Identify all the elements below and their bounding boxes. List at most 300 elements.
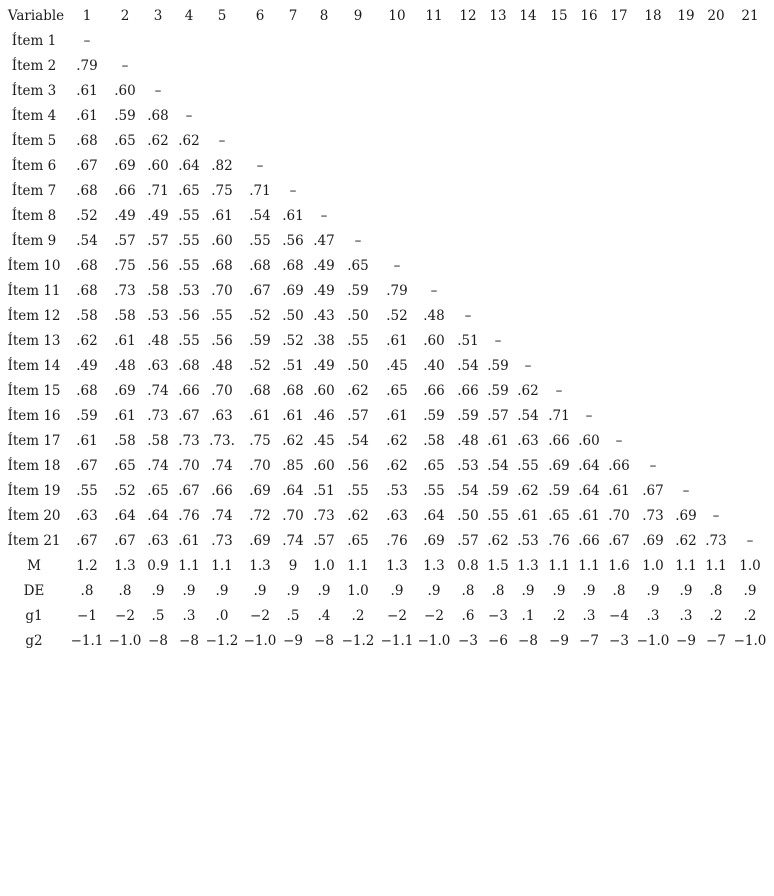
table-cell: .59: [114, 108, 136, 124]
table-cell: .61: [517, 508, 539, 524]
table-cell: .76: [178, 508, 200, 524]
table-cell: .68: [249, 258, 271, 274]
table-cell: .8: [461, 583, 475, 599]
table-cell: 1.0: [642, 558, 664, 574]
table-cell: .69: [114, 158, 136, 174]
table-cell: .59: [548, 483, 570, 499]
table-cell: .49: [313, 358, 335, 374]
table-cell: .65: [548, 508, 570, 524]
table-cell: –: [712, 508, 720, 524]
table-cell: .54: [347, 433, 369, 449]
table-cell: .62: [147, 133, 169, 149]
table-cell: .73.: [209, 433, 235, 449]
row-label: Ítem 3: [11, 83, 57, 99]
column-header-4: 4: [184, 8, 194, 24]
table-cell: .9: [253, 583, 267, 599]
table-cell: .70: [282, 508, 304, 524]
table-cell: .57: [313, 533, 335, 549]
table-cell: .54: [457, 483, 479, 499]
table-cell: .62: [487, 533, 509, 549]
table-cell: .73: [147, 408, 169, 424]
table-cell: .40: [423, 358, 445, 374]
table-cell: .59: [347, 283, 369, 299]
table-cell: .55: [487, 508, 509, 524]
table-cell: .2: [552, 608, 566, 624]
table-cell: .75: [114, 258, 136, 274]
table-cell: .6: [461, 608, 475, 624]
column-header-15: 15: [550, 8, 568, 24]
table-cell: −7: [706, 633, 726, 649]
table-cell: .54: [76, 233, 98, 249]
table-cell: 1.1: [548, 558, 570, 574]
table-cell: −8: [179, 633, 199, 649]
table-cell: .59: [423, 408, 445, 424]
table-cell: .3: [182, 608, 196, 624]
table-cell: .71: [249, 183, 271, 199]
table-cell: .76: [548, 533, 570, 549]
table-cell: −2: [424, 608, 444, 624]
table-cell: .59: [76, 408, 98, 424]
table-cell: 1.0: [313, 558, 335, 574]
table-cell: .49: [313, 283, 335, 299]
table-cell: .57: [487, 408, 509, 424]
table-cell: .69: [675, 508, 697, 524]
table-cell: .67: [76, 458, 98, 474]
table-cell: .57: [114, 233, 136, 249]
table-cell: .65: [147, 483, 169, 499]
table-cell: .5: [286, 608, 300, 624]
table-cell: 1.3: [517, 558, 539, 574]
table-cell: .60: [147, 158, 169, 174]
column-header-1: 1: [82, 8, 92, 24]
table-cell: .74: [282, 533, 304, 549]
table-cell: −8: [314, 633, 334, 649]
column-header-20: 20: [707, 8, 725, 24]
table-cell: 1.2: [76, 558, 98, 574]
table-cell: .8: [612, 583, 626, 599]
table-cell: .64: [114, 508, 136, 524]
table-cell: .48: [147, 333, 169, 349]
table-cell: .69: [249, 483, 271, 499]
table-cell: .73: [178, 433, 200, 449]
table-cell: .73: [705, 533, 727, 549]
table-cell: .61: [178, 533, 200, 549]
table-cell: .53: [147, 308, 169, 324]
table-cell: .58: [76, 308, 98, 324]
table-cell: .62: [347, 383, 369, 399]
table-cell: .58: [114, 308, 136, 324]
column-header-2: 2: [120, 8, 130, 24]
table-cell: −1.2: [205, 633, 239, 649]
table-cell: .8: [118, 583, 132, 599]
row-label: Ítem 15: [7, 383, 61, 399]
table-cell: .46: [313, 408, 335, 424]
table-cell: .68: [76, 383, 98, 399]
table-cell: .50: [347, 358, 369, 374]
table-cell: .60: [313, 458, 335, 474]
table-cell: .67: [76, 533, 98, 549]
table-cell: .63: [386, 508, 408, 524]
table-cell: .61: [249, 408, 271, 424]
row-label: Ítem 12: [7, 308, 61, 324]
table-cell: –: [585, 408, 593, 424]
table-cell: .9: [646, 583, 660, 599]
table-cell: .8: [491, 583, 505, 599]
table-cell: .50: [282, 308, 304, 324]
table-cell: .61: [487, 433, 509, 449]
table-cell: .4: [317, 608, 331, 624]
table-cell: –: [185, 108, 193, 124]
table-cell: .55: [76, 483, 98, 499]
table-cell: .69: [548, 458, 570, 474]
table-cell: 1.1: [705, 558, 727, 574]
table-cell: .63: [76, 508, 98, 524]
table-cell: .60: [423, 333, 445, 349]
table-cell: .47: [313, 233, 335, 249]
table-cell: .74: [147, 383, 169, 399]
row-label: Ítem 8: [11, 208, 57, 224]
table-cell: .54: [457, 358, 479, 374]
table-cell: .59: [457, 408, 479, 424]
table-cell: –: [524, 358, 532, 374]
table-cell: .57: [147, 233, 169, 249]
table-cell: −9: [676, 633, 696, 649]
table-cell: .62: [386, 433, 408, 449]
table-cell: .67: [249, 283, 271, 299]
table-cell: .62: [386, 458, 408, 474]
row-label: Ítem 1: [11, 33, 57, 49]
table-cell: .75: [249, 433, 271, 449]
table-cell: .63: [517, 433, 539, 449]
column-header-12: 12: [459, 8, 477, 24]
table-cell: .9: [679, 583, 693, 599]
table-cell: 1.3: [249, 558, 271, 574]
table-cell: –: [430, 283, 438, 299]
table-cell: −9: [283, 633, 303, 649]
table-cell: .67: [178, 408, 200, 424]
table-cell: .65: [114, 458, 136, 474]
table-cell: 1.3: [386, 558, 408, 574]
table-cell: .48: [211, 358, 233, 374]
table-cell: –: [682, 483, 690, 499]
table-cell: .67: [608, 533, 630, 549]
table-cell: .63: [147, 533, 169, 549]
table-cell: .9: [582, 583, 596, 599]
row-label: Ítem 10: [7, 258, 61, 274]
table-cell: −3: [488, 608, 508, 624]
table-cell: .62: [76, 333, 98, 349]
header-variable: Variable: [7, 8, 65, 24]
table-cell: 1.1: [347, 558, 369, 574]
table-cell: .48: [114, 358, 136, 374]
table-cell: .68: [178, 358, 200, 374]
table-cell: .66: [608, 458, 630, 474]
row-label: Ítem 19: [7, 483, 61, 499]
table-cell: .66: [178, 383, 200, 399]
table-cell: .62: [282, 433, 304, 449]
table-cell: −7: [579, 633, 599, 649]
table-cell: .66: [548, 433, 570, 449]
table-cell: .49: [147, 208, 169, 224]
table-cell: .68: [282, 383, 304, 399]
table-cell: .55: [178, 208, 200, 224]
table-cell: .60: [313, 383, 335, 399]
table-cell: .68: [147, 108, 169, 124]
table-cell: 1.0: [739, 558, 761, 574]
table-cell: .72: [249, 508, 271, 524]
table-cell: –: [154, 83, 162, 99]
row-label: g2: [25, 633, 43, 649]
table-cell: –: [354, 233, 362, 249]
row-label: Ítem 16: [7, 408, 61, 424]
table-cell: .71: [147, 183, 169, 199]
table-cell: −1.1: [380, 633, 414, 649]
table-cell: .67: [76, 158, 98, 174]
table-cell: –: [320, 208, 328, 224]
table-cell: –: [256, 158, 264, 174]
table-cell: .69: [423, 533, 445, 549]
table-cell: .56: [178, 308, 200, 324]
column-header-14: 14: [519, 8, 537, 24]
table-cell: –: [393, 258, 401, 274]
row-label: Ítem 21: [7, 533, 61, 549]
table-cell: .55: [347, 333, 369, 349]
table-cell: –: [218, 133, 226, 149]
column-header-19: 19: [677, 8, 695, 24]
table-cell: .65: [347, 258, 369, 274]
table-cell: .9: [552, 583, 566, 599]
column-header-16: 16: [580, 8, 598, 24]
table-cell: −1.0: [733, 633, 767, 649]
table-cell: .79: [76, 58, 98, 74]
row-label: Ítem 2: [11, 58, 57, 74]
table-cell: .52: [249, 308, 271, 324]
table-cell: –: [289, 183, 297, 199]
table-cell: .64: [578, 483, 600, 499]
column-header-9: 9: [353, 8, 363, 24]
row-label: Ítem 7: [11, 183, 57, 199]
table-cell: .69: [114, 383, 136, 399]
table-cell: .61: [211, 208, 233, 224]
column-header-6: 6: [255, 8, 265, 24]
table-cell: .68: [249, 383, 271, 399]
table-cell: .66: [457, 383, 479, 399]
table-cell: .68: [76, 183, 98, 199]
table-cell: .69: [642, 533, 664, 549]
table-cell: .50: [457, 508, 479, 524]
table-cell: .68: [211, 258, 233, 274]
table-cell: .45: [386, 358, 408, 374]
table-cell: .53: [457, 458, 479, 474]
table-cell: .43: [313, 308, 335, 324]
table-cell: .69: [249, 533, 271, 549]
table-cell: .49: [114, 208, 136, 224]
table-cell: 1.1: [178, 558, 200, 574]
table-cell: .76: [386, 533, 408, 549]
table-cell: 1.1: [675, 558, 697, 574]
table-cell: .61: [578, 508, 600, 524]
table-cell: –: [494, 333, 502, 349]
table-cell: .56: [147, 258, 169, 274]
table-cell: .66: [578, 533, 600, 549]
table-cell: −2: [387, 608, 407, 624]
table-cell: .82: [211, 158, 233, 174]
row-label: Ítem 20: [7, 508, 61, 524]
table-cell: .73: [114, 283, 136, 299]
table-cell: .2: [709, 608, 723, 624]
table-cell: .58: [147, 283, 169, 299]
column-header-7: 7: [288, 8, 298, 24]
table-cell: 1.1: [211, 558, 233, 574]
table-cell: .61: [76, 433, 98, 449]
table-cell: .55: [178, 258, 200, 274]
table-cell: .61: [114, 333, 136, 349]
table-cell: .69: [282, 283, 304, 299]
table-cell: .63: [211, 408, 233, 424]
table-cell: .61: [114, 408, 136, 424]
table-cell: .59: [487, 358, 509, 374]
table-cell: .57: [457, 533, 479, 549]
table-cell: .9: [286, 583, 300, 599]
table-cell: .70: [249, 458, 271, 474]
table-cell: .64: [578, 458, 600, 474]
table-cell: 0.8: [457, 558, 479, 574]
row-label: M: [27, 558, 41, 574]
table-cell: .70: [178, 458, 200, 474]
table-cell: .51: [457, 333, 479, 349]
row-label: Ítem 5: [11, 133, 57, 149]
table-cell: .62: [675, 533, 697, 549]
table-cell: .58: [147, 433, 169, 449]
table-cell: –: [746, 533, 754, 549]
table-cell: .55: [178, 333, 200, 349]
column-header-10: 10: [388, 8, 406, 24]
table-cell: 1.3: [114, 558, 136, 574]
table-cell: .75: [211, 183, 233, 199]
table-cell: .52: [249, 358, 271, 374]
table-cell: .3: [646, 608, 660, 624]
table-cell: 1.0: [347, 583, 369, 599]
table-cell: .52: [386, 308, 408, 324]
table-cell: .60: [114, 83, 136, 99]
table-cell: .52: [114, 483, 136, 499]
table-cell: .55: [211, 308, 233, 324]
table-cell: .64: [423, 508, 445, 524]
table-cell: −4: [609, 608, 629, 624]
table-cell: −1.0: [417, 633, 451, 649]
table-cell: .53: [386, 483, 408, 499]
table-cell: .8: [80, 583, 94, 599]
table-cell: −2: [115, 608, 135, 624]
column-header-3: 3: [153, 8, 163, 24]
table-cell: –: [649, 458, 657, 474]
table-cell: .67: [642, 483, 664, 499]
column-header-21: 21: [741, 8, 759, 24]
table-cell: .65: [178, 183, 200, 199]
table-cell: .9: [215, 583, 229, 599]
table-cell: .54: [249, 208, 271, 224]
table-cell: .65: [423, 458, 445, 474]
table-cell: .66: [114, 183, 136, 199]
table-cell: .74: [211, 458, 233, 474]
table-cell: .71: [548, 408, 570, 424]
table-cell: .2: [351, 608, 365, 624]
table-cell: .50: [347, 308, 369, 324]
table-cell: .54: [517, 408, 539, 424]
table-cell: .74: [211, 508, 233, 524]
table-cell: −1: [77, 608, 97, 624]
column-header-17: 17: [610, 8, 628, 24]
table-cell: .63: [147, 358, 169, 374]
table-cell: .65: [347, 533, 369, 549]
table-cell: .66: [211, 483, 233, 499]
table-cell: .70: [211, 283, 233, 299]
column-header-13: 13: [489, 8, 507, 24]
table-cell: −6: [488, 633, 508, 649]
table-cell: .61: [282, 208, 304, 224]
table-cell: 0.9: [147, 558, 169, 574]
table-cell: .60: [211, 233, 233, 249]
table-cell: .64: [178, 158, 200, 174]
table-cell: .9: [151, 583, 165, 599]
table-cell: .67: [114, 533, 136, 549]
table-cell: .61: [608, 483, 630, 499]
table-cell: .56: [282, 233, 304, 249]
table-cell: −3: [458, 633, 478, 649]
table-cell: −2: [250, 608, 270, 624]
table-cell: .64: [282, 483, 304, 499]
table-cell: .61: [76, 108, 98, 124]
table-cell: .3: [679, 608, 693, 624]
table-cell: .2: [743, 608, 757, 624]
row-label: Ítem 18: [7, 458, 61, 474]
table-cell: –: [464, 308, 472, 324]
table-cell: .59: [487, 383, 509, 399]
table-cell: .9: [182, 583, 196, 599]
row-label: Ítem 6: [11, 158, 57, 174]
table-cell: .53: [517, 533, 539, 549]
table-cell: .62: [178, 133, 200, 149]
table-cell: .59: [249, 333, 271, 349]
table-cell: .68: [76, 133, 98, 149]
table-cell: 1.3: [423, 558, 445, 574]
table-cell: .54: [487, 458, 509, 474]
table-cell: .68: [282, 258, 304, 274]
row-label: Ítem 14: [7, 358, 61, 374]
table-cell: .9: [743, 583, 757, 599]
table-cell: .67: [178, 483, 200, 499]
table-cell: .55: [517, 458, 539, 474]
table-cell: .62: [517, 483, 539, 499]
table-cell: .61: [76, 83, 98, 99]
table-cell: .53: [178, 283, 200, 299]
table-cell: .48: [457, 433, 479, 449]
table-cell: 1.5: [487, 558, 509, 574]
table-cell: .73: [211, 533, 233, 549]
table-cell: .55: [347, 483, 369, 499]
table-cell: .52: [76, 208, 98, 224]
table-cell: 9: [288, 558, 298, 574]
table-cell: −1.0: [243, 633, 277, 649]
table-cell: −3: [609, 633, 629, 649]
table-cell: .9: [521, 583, 535, 599]
table-cell: .38: [313, 333, 335, 349]
table-cell: .74: [147, 458, 169, 474]
table-cell: .73: [642, 508, 664, 524]
table-cell: .85: [282, 458, 304, 474]
row-label: DE: [23, 583, 45, 599]
table-cell: .0: [215, 608, 229, 624]
